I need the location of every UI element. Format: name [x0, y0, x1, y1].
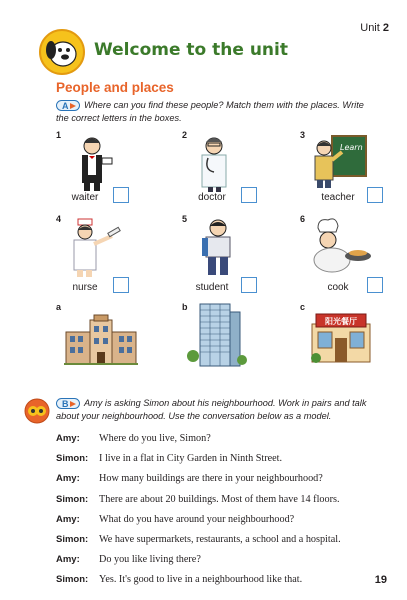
school-building-illustration [64, 314, 138, 366]
activity-b-instruction [56, 397, 386, 423]
speaker: Simon: [56, 453, 89, 465]
line-text: I live in a flat in City Garden in Ninth Street. [99, 453, 283, 465]
person-number: 5 [182, 214, 188, 224]
person-label: student [195, 282, 229, 293]
place-letter: a [56, 302, 62, 312]
place-letter: c [300, 302, 306, 312]
line-text: There are about 20 buildings. Most of them have 14 floors. [99, 493, 340, 505]
dialogue-line [56, 453, 341, 473]
line-text: How many buildings are there in your neighbourhood? [99, 473, 323, 485]
unit-label [360, 22, 389, 34]
person-number: 1 [56, 130, 62, 140]
activity-a-text: Where can you find these people? Match them with the places. Write the correct letters in the boxes. [56, 100, 364, 123]
dialogue-line [56, 514, 341, 534]
person-number: 4 [56, 214, 62, 224]
banner-title: Welcome to the unit [94, 40, 288, 60]
answer-box-2[interactable] [241, 187, 257, 203]
answer-box-1[interactable] [113, 187, 129, 203]
answer-box-4[interactable] [113, 277, 129, 293]
activity-a-instruction [56, 99, 376, 125]
person-number: 3 [300, 130, 306, 140]
tall-building-illustration [186, 300, 248, 368]
line-text: Do you like living there? [99, 554, 201, 566]
person-label: nurse [72, 282, 98, 293]
activity-b-text: Amy is asking Simon about his neighbourhood. Work in pairs and talk about your neighbourhood. Use the conversation below as a model. [56, 398, 367, 421]
dog-mascot-icon [38, 28, 86, 76]
page-number: 19 [374, 574, 387, 586]
doctor-illustration [190, 134, 240, 192]
restaurant-illustration [308, 308, 376, 364]
person-label: cook [327, 282, 349, 293]
activity-b-tag: B [56, 398, 80, 409]
dialogue-line [56, 433, 341, 453]
line-text: Where do you live, Simon? [99, 433, 211, 444]
teacher-illustration [306, 134, 368, 188]
person-label: teacher [321, 192, 355, 203]
unit-word: Unit [360, 22, 380, 34]
speaker: Simon: [56, 493, 89, 505]
line-text: Yes. It's good to live in a neighbourhood like that. [99, 574, 303, 586]
line-text: What do you have around your neighbourhood? [99, 513, 295, 525]
place-letter: b [182, 302, 188, 312]
unit-number: 2 [382, 22, 389, 34]
dialogue-line [56, 494, 341, 514]
person-label: doctor [198, 192, 226, 203]
speaker: Simon: [56, 533, 89, 545]
dialogue-line [56, 574, 341, 594]
person-label: waiter [71, 192, 99, 203]
dialogue-line [56, 534, 341, 554]
answer-box-5[interactable] [241, 277, 257, 293]
dialogue-line [56, 554, 341, 574]
speaker: Amy: [56, 433, 80, 444]
cook-illustration [306, 218, 376, 274]
speaker: Amy: [56, 554, 80, 566]
line-text: We have supermarkets, restaurants, a school and a hospital. [99, 533, 341, 545]
nurse-illustration [64, 218, 124, 278]
person-number: 6 [300, 214, 306, 224]
board-text: Learn [340, 143, 363, 152]
dialogue [56, 433, 341, 595]
speaker: Amy: [56, 513, 80, 525]
dialogue-line [56, 473, 341, 493]
speaker: Simon: [56, 574, 89, 586]
activity-a-tag: A [56, 100, 80, 111]
speaker: Amy: [56, 473, 80, 485]
speaking-badge-icon [24, 398, 50, 424]
waiter-illustration [68, 134, 118, 192]
person-number: 2 [182, 130, 188, 140]
section-title: People and places [56, 80, 174, 95]
answer-box-3[interactable] [367, 187, 383, 203]
student-illustration [196, 218, 240, 278]
restaurant-sign-text: 阳光餐厅 [325, 317, 357, 326]
answer-box-6[interactable] [367, 277, 383, 293]
